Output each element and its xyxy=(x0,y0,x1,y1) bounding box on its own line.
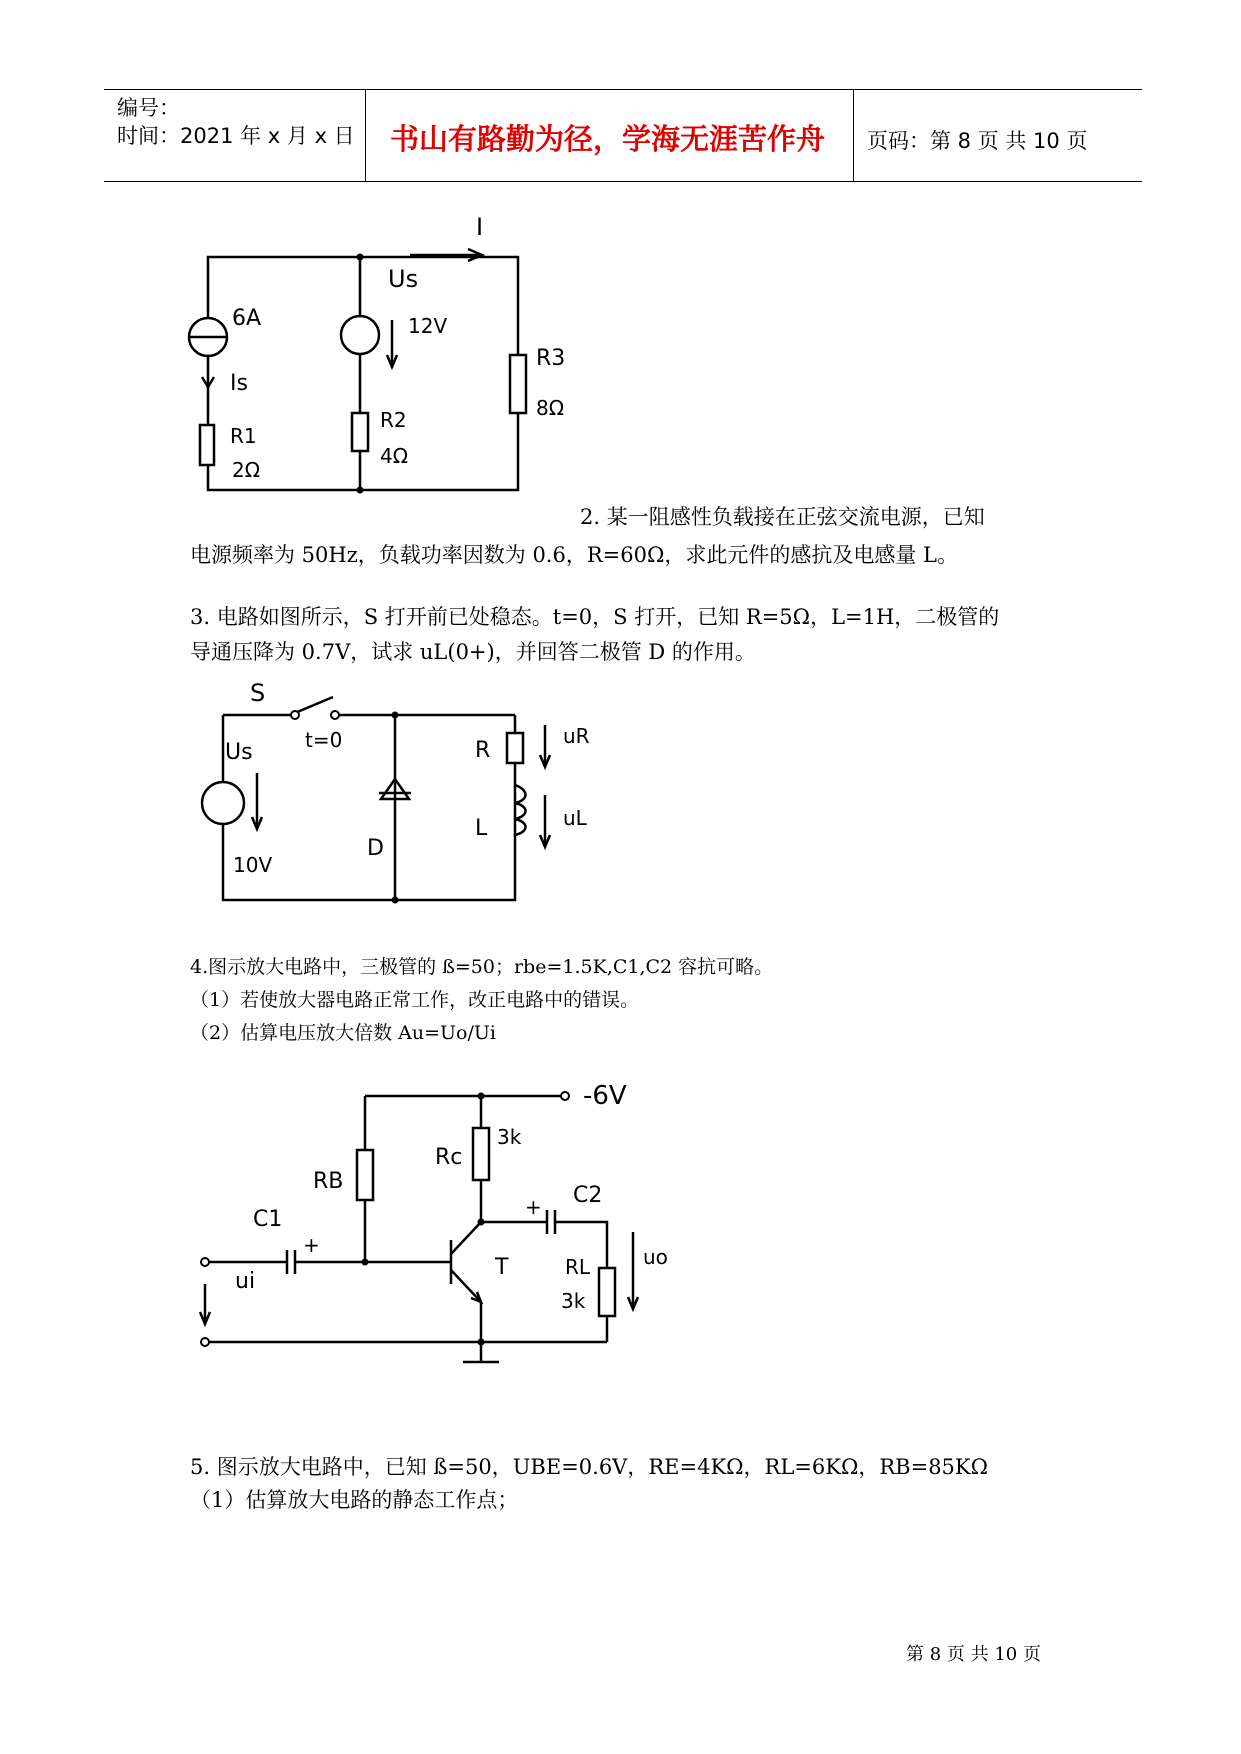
label-r3: R3 xyxy=(536,346,566,371)
circuit1-outer-wire xyxy=(208,257,518,490)
q5-line2: （1）估算放大电路的静态工作点； xyxy=(190,1488,519,1512)
label-c2: C2 xyxy=(573,1183,603,1208)
q3-line1: 3. 电路如图所示，S 打开前已处稳态。t=0，S 打开，已知 R=5Ω，L=1H，二极管的 xyxy=(190,605,1000,629)
label-ui: ui xyxy=(235,1269,256,1294)
header-divider-right xyxy=(853,89,854,182)
label-uo: uo xyxy=(643,1245,668,1269)
q2-line2: 电源频率为 50Hz，负载功率因数为 0.6，R=60Ω，求此元件的感抗及电感量 L。 xyxy=(190,543,959,567)
header-page-label: 页码：第 8 页 共 10 页 xyxy=(867,129,1088,153)
label-ur: uR xyxy=(563,724,590,748)
q4-line1: 4.图示放大电路中，三极管的 ß=50；rbe=1.5K,C1,C2 容抗可略。 xyxy=(190,956,774,978)
label-3k-c: 3k xyxy=(497,1125,522,1149)
header-motto: 书山有路勤为径，学海无涯苦作舟 xyxy=(390,122,826,156)
header-number-label: 编号： xyxy=(117,96,180,120)
circuit-diagram-2 xyxy=(195,675,615,915)
label-plus2: + xyxy=(525,1195,542,1219)
label-8ohm: 8Ω xyxy=(536,396,565,420)
resistor-r3 xyxy=(510,355,526,413)
resistor-r1 xyxy=(200,425,214,465)
resistor-r xyxy=(507,733,523,763)
switch-blade xyxy=(295,697,333,713)
label-s: S xyxy=(250,679,266,707)
q4-line3: （2）估算电压放大倍数 Au=Uo/Ui xyxy=(190,1022,496,1044)
label-4ohm: 4Ω xyxy=(380,444,409,468)
label-r2: R2 xyxy=(380,408,407,432)
header-bottom-rule xyxy=(104,181,1142,182)
label-us-2: Us xyxy=(225,740,253,765)
inductor-l xyxy=(515,785,526,835)
label-12v: 12V xyxy=(408,314,448,338)
voltage-source-symbol-2 xyxy=(202,782,244,824)
label-rl: RL xyxy=(565,1255,591,1279)
label-r: R xyxy=(475,738,491,763)
label-is: Is xyxy=(230,371,248,396)
label-c1: C1 xyxy=(253,1207,283,1232)
resistor-r2 xyxy=(352,413,368,451)
label-d: D xyxy=(367,836,384,861)
resistor-rb xyxy=(357,1150,373,1200)
label-rb: RB xyxy=(313,1169,344,1194)
label-r1: R1 xyxy=(230,424,257,448)
circuit-diagram-1 xyxy=(190,215,610,505)
label-l: L xyxy=(475,816,488,841)
label-plus1: + xyxy=(303,1233,320,1257)
q5-line1: 5. 图示放大电路中，已知 ß=50，UBE=0.6V，RE=4KΩ，RL=6KΩ，RB=85KΩ xyxy=(190,1455,989,1479)
label-2ohm: 2Ω xyxy=(232,458,261,482)
label-I: I xyxy=(476,213,484,241)
label-10v: 10V xyxy=(233,853,273,877)
transistor-emitter xyxy=(451,1270,481,1302)
header-divider-left xyxy=(365,89,366,182)
label-ul: uL xyxy=(563,806,587,830)
label-us: Us xyxy=(388,265,419,293)
voltage-source-symbol xyxy=(341,316,379,354)
q4-line2: （1）若使放大器电路正常工作，改正电路中的错误。 xyxy=(190,989,640,1011)
label-t: T xyxy=(495,1255,509,1280)
label-6a: 6A xyxy=(232,306,262,331)
header-time-label: 时间：2021 年 x 月 x 日 xyxy=(117,124,355,148)
transistor-collector xyxy=(451,1222,481,1254)
label-supply: -6V xyxy=(583,1081,627,1111)
q2-line1: 2. 某一阻感性负载接在正弦交流电源，已知 xyxy=(580,505,985,529)
circuit-diagram-3 xyxy=(195,1062,668,1392)
q3-line2: 导通压降为 0.7V，试求 uL(0+)，并回答二极管 D 的作用。 xyxy=(190,640,756,664)
label-3k-l: 3k xyxy=(561,1289,586,1313)
header-top-rule xyxy=(104,89,1142,90)
label-t0: t=0 xyxy=(305,728,343,752)
resistor-rc xyxy=(473,1128,489,1180)
resistor-rl xyxy=(599,1268,615,1316)
label-rc: Rc xyxy=(435,1145,463,1170)
footer-page-number: 第 8 页 共 10 页 xyxy=(906,1644,1041,1665)
